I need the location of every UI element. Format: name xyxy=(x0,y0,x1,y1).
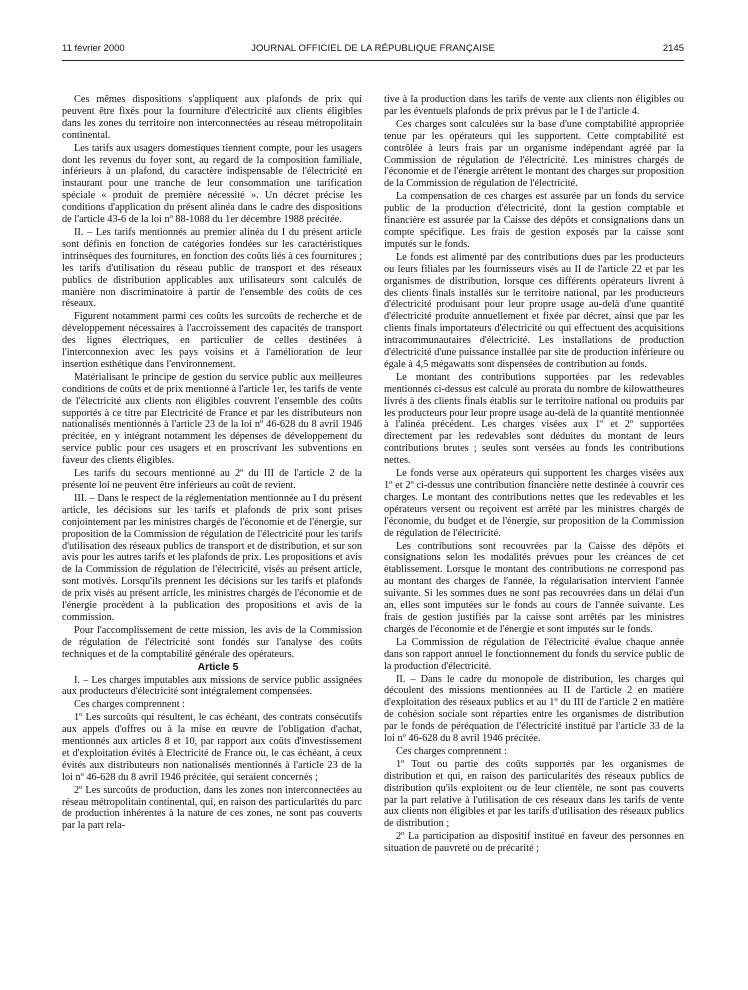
right-column xyxy=(384,94,684,856)
paragraph: 1º Tout ou partie des coûts supportés par les organismes de distribution et qui, en raison des particularités des réseaux publics de distribution qu'ils exploitent ou de leur clientèle, ne sont pas couverts par la part relative à l'utilisation de ces réseaux dans les tarifs de vente aux clients non éligibles et par les tarifs d'utilisation des réseaux publics de distribution ; xyxy=(384,758,684,830)
paragraph: 1º Les surcoûts qui résultent, le cas échéant, des contrats consécutifs aux appels d'offres ou à la mise en œuvre de l'obligation d'achat, mentionnés aux articles 8 et 10, par rapport aux coûts d'investissement et d'exploitation évités à Electricité de France ou, le cas échéant, à ceux évités aux distributeurs non nationalisés mentionnés à l'article 23 de la loi nº 46-628 du 8 avril 1946 précitée, qui seraient concernés ; xyxy=(62,712,362,783)
paragraph: Ces charges comprennent : xyxy=(396,745,508,757)
paragraph: Ces charges sont calculées sur la base d'une comptabilité appropriée tenue par les opérateurs qui les supportent. Cette comptabilité est contrôlée à leurs frais par un organisme indépendant agréé par la Commission de régulation de l'électricité. Les ministres chargés de l'économie et de l'énergie arrêtent le montant des charges sur proposition de la Commission de régulation de l'électricité. xyxy=(384,118,684,190)
paragraph-continued: tive à la production dans les tarifs de vente aux clients non éligibles ou par les éventuels plafonds de prix prévus par le I de l'article 4. xyxy=(384,94,684,117)
paragraph: La Commission de régulation de l'électricité évalue chaque année dans son rapport annuel le fonctionnement du fonds du service public de la production d'électricité. xyxy=(384,636,684,672)
paragraph: III. – Dans le respect de la réglementation mentionnée au I du présent article, les décisions sur les tarifs et plafonds de prix sont prises conjointement par les ministres chargés de l'économie et de l'énergie, sur proposition de la Commission de régulation de l'électricité pour les tarifs d'utilisation des réseaux publics de transport et de distribution, et sur son avis pour les autres tarifs et les plafonds de prix. Les propositions et avis de la Commission de régulation de l'électricité, visés au présent article, sont motivés. Lorsqu'ils prennent les décisions sur les tarifs et plafonds de prix visés au présent article, les ministres chargés de l'économie et de l'énergie procèdent à la publication des propositions et avis de la commission. xyxy=(62,492,362,623)
paragraph: Ces charges comprennent : xyxy=(74,699,186,711)
paragraph: Le fonds est alimenté par des contributions dues par les producteurs ou leurs filiales par les fournisseurs visés au II de l'article 22 et par les organismes de distribution, lorsque ces différents opérateurs livrent à des clients finals installés sur le territoire national, par les producteurs d'électricité produisant pour leur propre usage au-delà d'une quantité d'électricité produite annuellement et fixée par décret, ainsi que par les clients finals importateurs d'électricité ou qui effectuent des acquisitions intracommunautaires d'électricité. Les installations de production d'électricité d'une puissance installée par site de production inférieure ou égale à 4,5 mégawatts sont dispensées de contribution au fonds. xyxy=(384,251,684,370)
paragraph: Pour l'accomplissement de cette mission, les avis de la Commission de régulation de l'électricité sont fondés sur l'analyse des coûts techniques et de la comptabilité générale des opérateurs. xyxy=(62,624,362,660)
paragraph: Matérialisant le principe de gestion du service public aux meilleures conditions de coûts et de prix mentionné à l'article 1er, les tarifs de vente de l'électricité aux clients non éligibles couvrent l'ensemble des coûts supportés à ce titre par Electricité de France et par les distributeurs non nationalisés mentionnés à l'article 23 de la loi nº 46-628 du 8 avril 1946 précitée, en y intégrant notamment les dépenses de développement du service public pour ces usagers et en proscrivant les subventions en faveur des clients éligibles. xyxy=(62,371,362,467)
left-column xyxy=(62,94,362,833)
paragraph: Ces mêmes dispositions s'appliquent aux plafonds de prix qui peuvent être fixés pour la fourniture d'électricité aux clients éligibles dans les zones du territoire non interconnectées au réseau métropolitain continental. xyxy=(62,94,362,141)
paragraph: La compensation de ces charges est assurée par un fonds du service public de la production d'électricité, dont la gestion comptable et financière est assurée par la Caisse des dépôts et consignations dans un compte spécifique. Les frais de gestion exposés par la caisse sont imputés sur le fonds. xyxy=(384,191,684,250)
article-heading: Article 5 xyxy=(197,661,239,673)
paragraph: 2º La participation au dispositif institué en faveur des personnes en situation de pauvreté ou de précarité ; xyxy=(384,831,684,855)
header-date: 11 février 2000 xyxy=(62,43,125,54)
paragraph: 2º Les surcoûts de production, dans les zones non interconnectées au réseau métropolitain continental, qui, en raison des particularités du parc de production inhérentes à la nature de ces zones, ne sont pas couverts par la part rela- xyxy=(62,784,362,832)
paragraph: Les tarifs du secours mentionné au 2º du III de l'article 2 de la présente loi ne peuvent être inférieurs au coût de revient. xyxy=(62,468,362,491)
paragraph: I. – Les charges imputables aux missions de service public assignées aux producteurs d'électricité sont intégralement compensées. xyxy=(62,674,362,698)
page-number: 2145 xyxy=(662,43,684,54)
header-rule xyxy=(62,60,684,61)
page-header xyxy=(62,43,684,59)
paragraph: Figurent notamment parmi ces coûts les surcoûts de recherche et de développement nécessaires à l'accroissement des capacités de transport des lignes électriques, en particulier de celles destinées à l'interconnexion avec les pays voisins et à l'amélioration de leur insertion esthétique dans l'environnement. xyxy=(62,311,362,370)
paragraph: Le montant des contributions supportées par les redevables mentionnés ci-dessus est calculé au prorata du nombre de kilowattheures livrés à des clients finals établis sur le territoire national ou produits par les producteurs pour leur propre usage au-delà de la quantité mentionnée à l'alinéa précédent. Les charges visées aux 1º et 2º supportées directement par les redevables sont déduites du montant de leurs contributions brutes ; seules sont versées au fonds les contributions nettes. xyxy=(384,371,684,467)
journal-title: JOURNAL OFFICIEL DE LA RÉPUBLIQUE FRANÇAISE xyxy=(251,43,495,54)
paragraph: II. – Dans le cadre du monopole de distribution, les charges qui découlent des missions mentionnées au II de l'article 2 en matière d'exploitation des réseaux publics et au 1º du III de l'article 2 en matière de cohésion sociale sont réparties entre les organismes de distribution par le fonds de péréquation de l'électricité institué par l'article 33 de la loi nº 46-628 du 8 avril 1946 précitée. xyxy=(384,673,684,745)
paragraph: Les contributions sont recouvrées par la Caisse des dépôts et consignations selon les modalités prévues pour les créances de cet établissement. Lorsque le montant des contributions ne correspond pas au montant des charges de l'année, la régularisation intervient l'année suivante. Si les sommes dues ne sont pas recouvrées dans un délai d'un an, elles sont imputées sur le fonds au cours de l'année suivante. Les frais de gestion justifiés par la caisse sont arrêtés par les ministres chargés de l'économie et de l'énergie et sont imputés sur le fonds. xyxy=(384,540,684,635)
paragraph: Les tarifs aux usagers domestiques tiennent compte, pour les usagers dont les revenus du foyer sont, au regard de la composition familiale, inférieurs à un plafond, du caractère indispensable de l'électricité en instaurant pour une tranche de leur consommation une tarification spéciale « produit de première nécessité ». Un décret précise les conditions d'application du présent alinéa dans le cadre des dispositions de l'article 43-6 de la loi nº 88-1088 du 1er décembre 1988 précitée. xyxy=(62,142,362,226)
paragraph: Le fonds verse aux opérateurs qui supportent les charges visées aux 1º et 2º ci-dessus une contribution financière nette destinée à couvrir ces charges. Le montant des contributions nettes que les redevables et les opérateurs versent ou reçoivent est arrêté par les ministres chargés de l'économie, du budget et de l'énergie, sur proposition de la Commission de régulation de l'électricité. xyxy=(384,468,684,539)
paragraph: II. – Les tarifs mentionnés au premier alinéa du I du présent article sont définis en fonction de catégories fondées sur les caractéristiques intrinsèques des fournitures, en fonction des coûts liés à ces fournitures ; les tarifs d'utilisation du réseau public de transport et des réseaux publics de distribution applicables aux utilisateurs sont calculés de manière non discriminatoire à partir de l'ensemble des coûts de ces réseaux. xyxy=(62,226,362,310)
